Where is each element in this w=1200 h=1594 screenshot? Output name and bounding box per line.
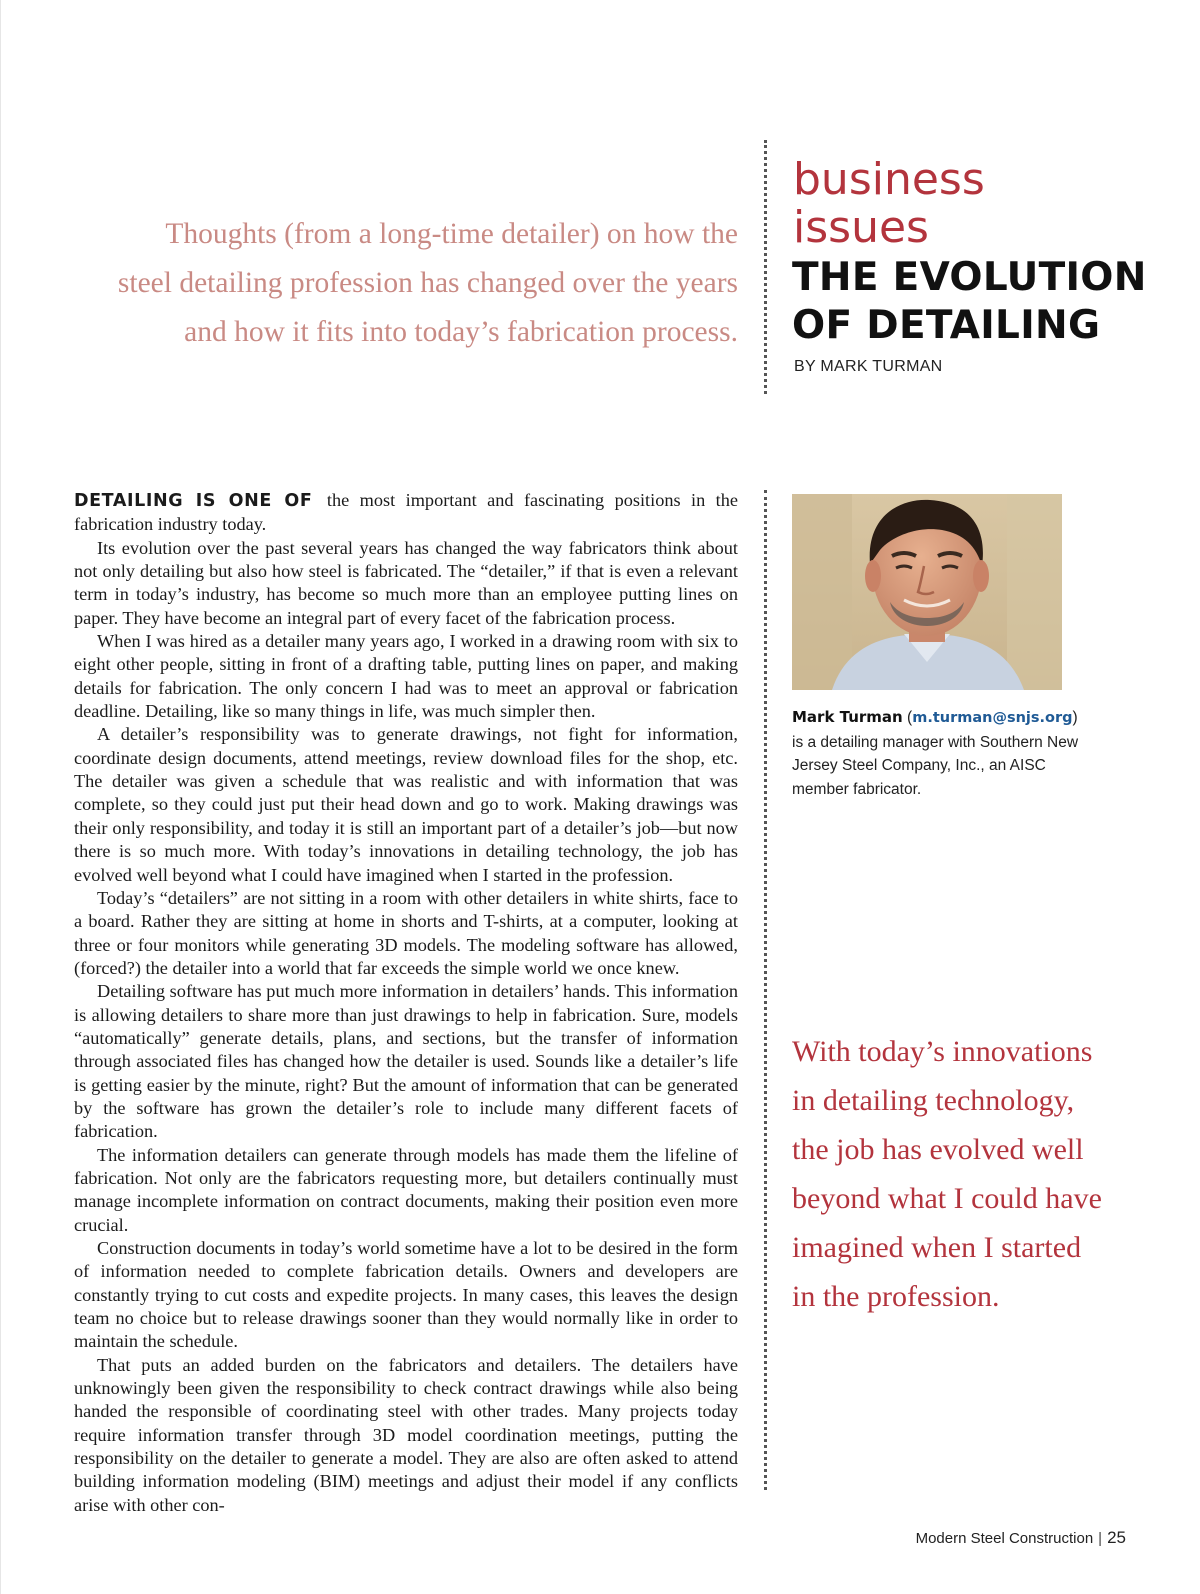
email-close-paren: ) bbox=[1072, 709, 1078, 726]
author-bio bbox=[792, 706, 1082, 801]
department-line: business bbox=[793, 154, 985, 205]
pull-quote-line: in detailing technology, bbox=[792, 1084, 1075, 1117]
page-number: 25 bbox=[1107, 1528, 1126, 1547]
author-email-link[interactable]: m.turman@snjs.org bbox=[912, 710, 1073, 726]
pull-quote-line: in the profession. bbox=[792, 1280, 1000, 1313]
paragraph: Detailing software has put much more information in detailers’ hands. This information is allowing detailers to share more than just drawings to help in fabrication. Sure, models “automatically” generate details, plans, and sections, but the transfer of information through associated files has changed how the detailer is used. Sounds like a detailer’s life is getting easier by the minute, right? But the amount of information that can be generated by the software has grown the detailer’s role to include many different facets of fabrication. bbox=[74, 981, 738, 1142]
footer-separator: | bbox=[1098, 1530, 1103, 1547]
pull-quote-line: the job has evolved well bbox=[792, 1133, 1084, 1166]
paragraph: When I was hired as a detailer many years ago, I worked in a drawing room with six to eight other people, sitting in front of a drafting table, putting lines on paper, and making details for fabrication. The only concern I had was to meet an approval or fabrication deadline. Detailing, like so many things in life, was much simpler then. bbox=[74, 631, 738, 722]
article-deck bbox=[70, 210, 738, 357]
deck-line: and how it fits into today’s fabrication process. bbox=[184, 316, 738, 348]
page-footer bbox=[916, 1528, 1126, 1548]
article-title bbox=[792, 254, 1172, 350]
deck-line: steel detailing profession has changed over the years bbox=[117, 267, 738, 299]
paragraph: Construction documents in today’s world sometime have a lot to be desired in the form of information needed to complete fabrication details. Owners and developers are constantly trying to cut costs and expedite projects. In many cases, this leaves the design team no choice but to release drawings sooner than they would normally like in order to maintain the schedule. bbox=[74, 1238, 738, 1352]
pull-quote bbox=[792, 1027, 1132, 1321]
deck-line: Thoughts (from a long-time detailer) on how the bbox=[165, 218, 738, 250]
paragraph: Its evolution over the past several years has changed the way fabricators think about not only detailing but also how steel is fabricated. The “detailer,” if that is even a relevant term in today’s industry, has become so much more than an employee putting lines on paper. They have become an integral part of every facet of the fabrication process. bbox=[74, 537, 738, 628]
lead-paragraph bbox=[74, 489, 738, 537]
title-line: OF DETAILING bbox=[792, 303, 1101, 348]
title-line: THE EVOLUTION bbox=[792, 255, 1147, 300]
pull-quote-line: imagined when I started bbox=[792, 1231, 1082, 1264]
lead-in: DETAILING IS ONE OF bbox=[74, 491, 313, 511]
author-name: Mark Turman bbox=[792, 708, 903, 726]
bio-text: is a detailing manager with Southern New Jersey Steel Company, Inc., an AISC member fabricator. bbox=[792, 733, 1079, 798]
dotted-divider-bottom bbox=[764, 490, 767, 1490]
dotted-divider-top bbox=[764, 140, 767, 394]
pull-quote-line: With today’s innovations bbox=[792, 1035, 1093, 1068]
pull-quote-line: beyond what I could have bbox=[792, 1182, 1102, 1215]
department-label bbox=[793, 156, 985, 252]
paragraph: The information detailers can generate through models has made them the lifeline of fabrication. Not only are the fabricators requesting more, but detailers continually must manage incomplete information on contract documents, making their position even more crucial. bbox=[74, 1144, 738, 1235]
department-line: issues bbox=[793, 202, 929, 253]
publication-name: Modern Steel Construction bbox=[915, 1530, 1094, 1547]
byline: BY MARK TURMAN bbox=[794, 358, 943, 375]
article-body bbox=[74, 489, 738, 1517]
paragraph: Today’s “detailers” are not sitting in a room with other detailers in white shirts, face to a board. Rather they are sitting at home in shorts and T-shirts, at a computer, looking at three or four monitors while generating 3D models. The modeling software has allowed, (forced?) the detailer into a world that far exceeds the simple world we once knew. bbox=[74, 887, 738, 978]
paragraph: That puts an added burden on the fabricators and detailers. The detailers have unknowingly been given the responsibility to check contract drawings while also being handed the responsible of coordinating steel with other trades. Many projects today require information transfer through 3D model coordination meetings, putting the responsibility on the detailer to generate a model. They are also are often asked to attend building information modeling (BIM) meetings and adjust their model if any conflicts arise with other con- bbox=[74, 1354, 738, 1515]
author-photo bbox=[792, 494, 1062, 690]
email-open-paren: ( bbox=[902, 709, 913, 726]
lead-text: the most important and fascinating positions in the fabrication industry today. bbox=[74, 490, 738, 535]
paragraph: A detailer’s responsibility was to generate drawings, not fight for information, coordinate design documents, attend meetings, review download files for the shop, etc. The detailer was given a schedule that was realistic and with information that was complete, so they could just put their head down and go to work. Making drawings was their only responsibility, and today it is still an important part of a detailer’s job—but now there is so much more. With today’s innovations in detailing technology, the job has evolved well beyond what I could have imagined when I started in the profession. bbox=[74, 724, 738, 885]
